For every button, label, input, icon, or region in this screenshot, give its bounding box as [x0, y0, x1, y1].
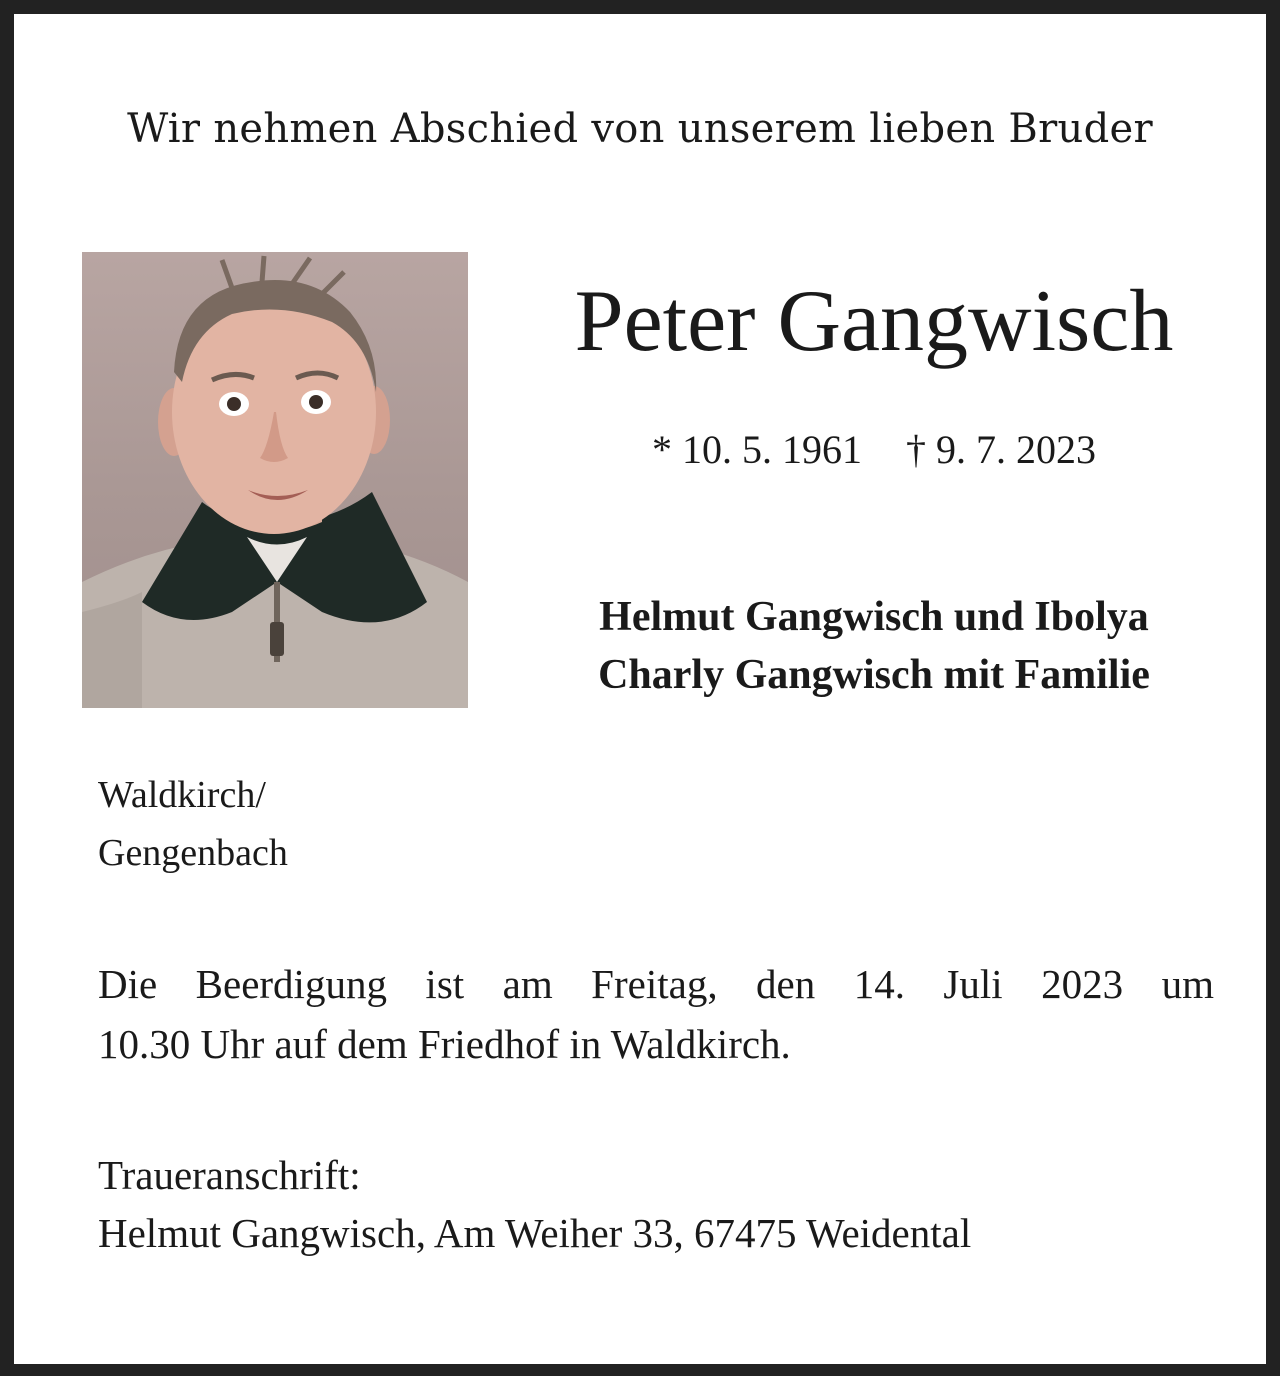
- place-line: Waldkirch/: [98, 774, 266, 816]
- address-value: Helmut Gangwisch, Am Weiher 33, 67475 Weidental: [98, 1210, 972, 1256]
- mourners-list: [514, 588, 1234, 704]
- life-dates: [514, 426, 1234, 473]
- birth-date: * 10. 5. 1961: [652, 427, 862, 472]
- mourning-address: [98, 1146, 971, 1262]
- address-label: Traueranschrift:: [98, 1152, 361, 1198]
- funeral-info: [98, 954, 1214, 1074]
- mourner-line: Helmut Gangwisch und Ibolya: [599, 594, 1149, 640]
- portrait-photo: [82, 252, 468, 708]
- place-line: Gengenbach: [98, 832, 288, 874]
- portrait-illustration: [82, 252, 468, 708]
- deceased-name: Peter Gangwisch: [574, 273, 1174, 370]
- intro-line: Wir nehmen Abschied von unserem lieben Bruder: [127, 106, 1153, 152]
- mourner-line: Charly Gangwisch mit Familie: [598, 652, 1150, 698]
- place-block: [98, 766, 288, 882]
- funeral-line: Die Beerdigung ist am Freitag, den 14. Juli 2023 um: [98, 961, 1214, 1007]
- death-date: † 9. 7. 2023: [906, 427, 1096, 472]
- funeral-line: 10.30 Uhr auf dem Friedhof in Waldkirch.: [98, 1021, 791, 1067]
